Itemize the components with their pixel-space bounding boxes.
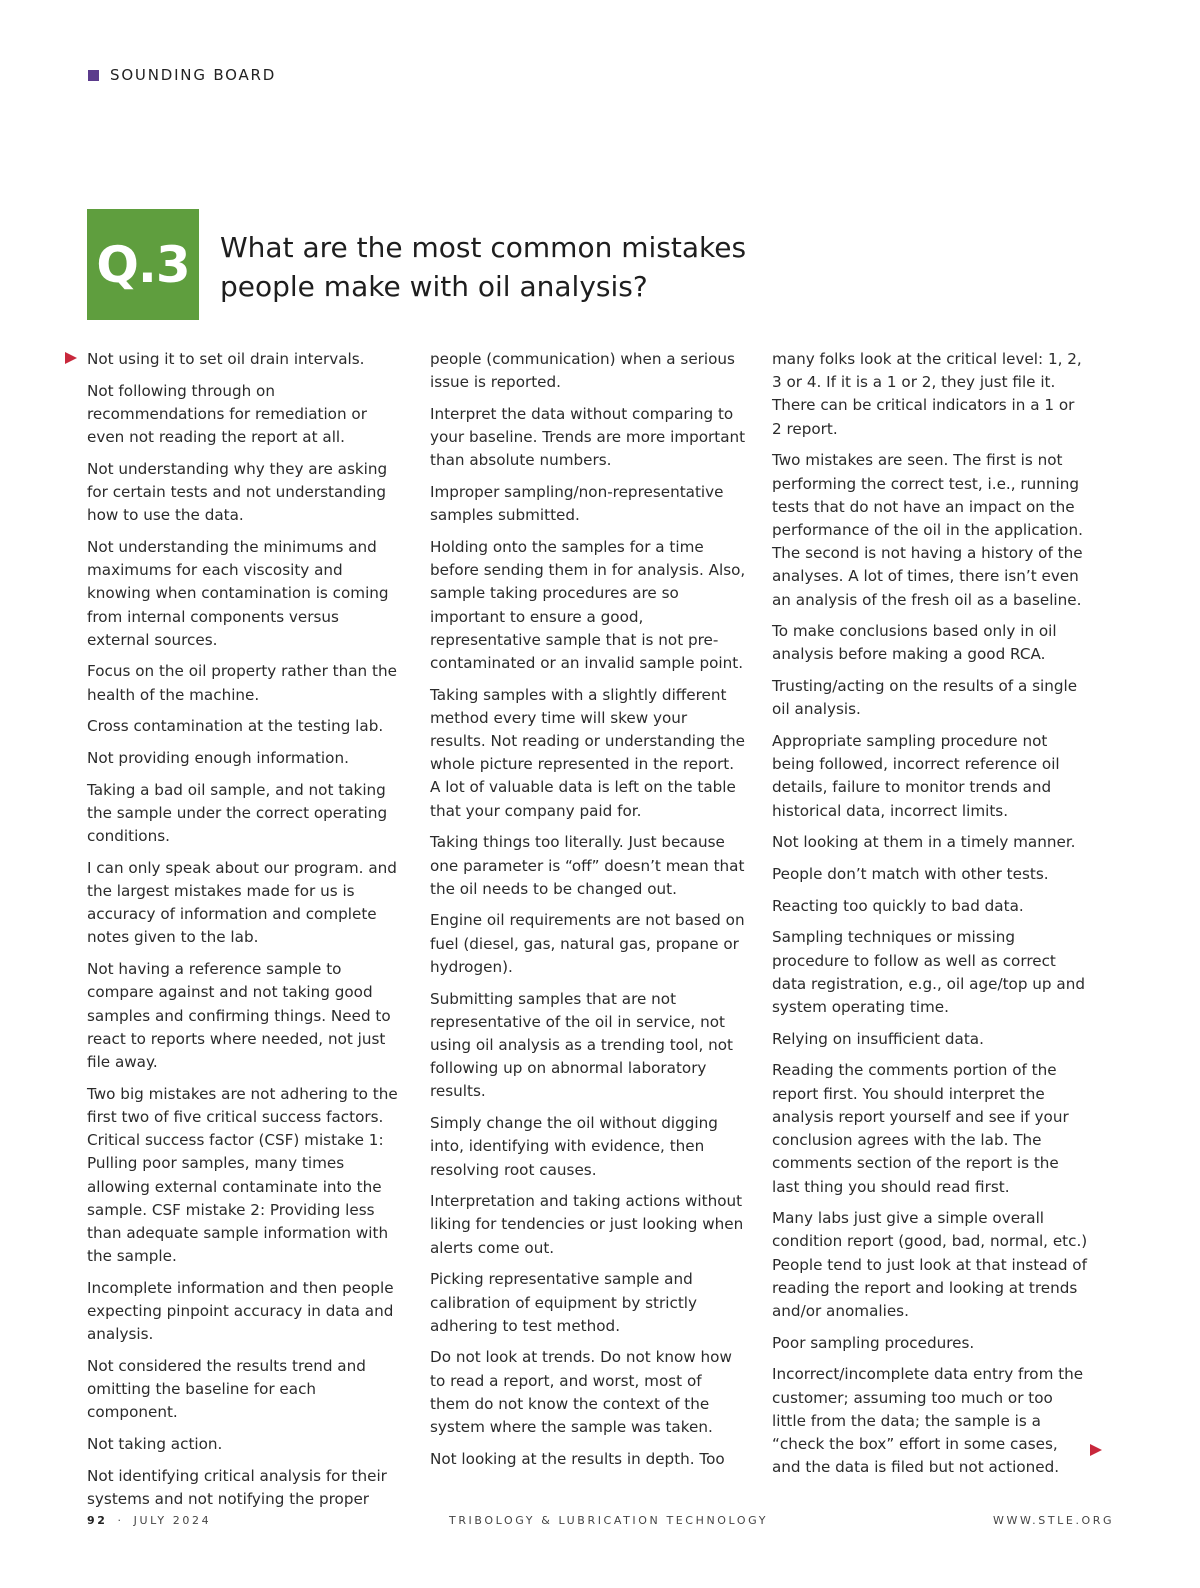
question-heading: What are the most common mistakes people make with oil analysis? [220,231,747,303]
answer-paragraph: people (communication) when a serious issue is reported. [430,350,735,392]
text-column-1 [87,348,403,1520]
answer-paragraph: Not looking at them in a timely manner. [772,833,1076,852]
answer-paragraph: Focus on the oil property rather than the health of the machine. [87,662,397,704]
answer-paragraph: To make conclusions based only in oil analysis before making a good RCA. [772,622,1057,664]
answer-paragraph: many folks look at the critical level: 1, 2, 3 or 4. If it is a 1 or 2, they just file it. There can be critical indicators in a 1 or 2 report. [772,350,1082,438]
answer-paragraph: Simply change the oil without digging into, identifying with evidence, then resolving root causes. [430,1114,718,1179]
text-column-3 [772,348,1088,1488]
answer-paragraph: Interpret the data without comparing to your baseline. Trends are more important than absolute numbers. [430,404,746,470]
answer-paragraph: Engine oil requirements are not based on fuel (diesel, gas, natural gas, propane or hydrogen). [430,911,745,976]
answer-paragraph: Many labs just give a simple overall condition report (good, bad, normal, etc.) People tend to just look at that instead of reading the report and looking at trends and/or anomalies. [772,1209,1088,1321]
answer-paragraph: Two mistakes are seen. The first is not performing the correct test, i.e., running tests that do not have an impact on the performance of the oil in the application. The second is not having a history of the analyses. A lot of times, there isn’t even an analysis of the fresh oil as a baseline. [772,451,1083,609]
answer-paragraph: Relying on insufficient data. [772,1029,984,1048]
footer-page-info [87,1514,211,1527]
answer-paragraph: Not providing enough information. [87,749,349,768]
answer-paragraph: Taking a bad oil sample, and not taking the sample under the correct operating conditions. [87,780,388,846]
page-number: 92 [87,1514,108,1527]
answer-paragraph: Improper sampling/non-representative samples submitted. [430,483,724,525]
issue-date: JULY 2024 [133,1514,212,1527]
start-arrow-icon [65,352,77,364]
answer-paragraph: People don’t match with other tests. [772,865,1049,884]
answer-paragraph: Not following through on recommendations for remediation or even not reading the report at all. [87,381,367,447]
answer-paragraph: Holding onto the samples for a time before sending them in for analysis. Also, sample taking procedures are so important to ensure a good, representative sample that is not pre-contaminated or an invalid sample point. [430,537,746,672]
answer-paragraph: Trusting/acting on the results of a single oil analysis. [772,677,1078,719]
answer-paragraph: Picking representative sample and calibration of equipment by strictly adhering to test method. [430,1270,697,1335]
answer-paragraph: Taking samples with a slightly different method every time will skew your results. Not reading or understanding the whole picture represented in the report. A lot of valuable data is left on the table that your company paid for. [430,685,746,820]
question-number: Q.3 [96,235,190,294]
section-square-icon [88,70,99,81]
continue-arrow-icon [1090,1444,1102,1456]
answer-paragraph: Not using it to set oil drain intervals. [87,350,365,368]
answer-paragraph: I can only speak about our program. and the largest mistakes made for us is accuracy of information and complete notes given to the lab. [87,858,397,947]
answer-paragraph: Taking things too literally. Just because one parameter is “off” doesn’t mean that the oil needs to be changed out. [430,833,745,898]
publication-name: TRIBOLOGY & LUBRICATION TECHNOLOGY [449,1514,769,1527]
answer-paragraph: Poor sampling procedures. [772,1333,975,1352]
footer-separator: · [117,1514,124,1527]
answer-paragraph: Reacting too quickly to bad data. [772,896,1024,915]
answer-paragraph: Reading the comments portion of the report first. You should interpret the analysis report yourself and see if your conclusion agrees with the lab. The comments section of the report is the last thing you should read first. [772,1061,1069,1196]
answer-paragraph: Not having a reference sample to compare against and not taking good samples and confirming things. Need to react to reports where needed, not just file away. [87,960,391,1071]
answer-paragraph: Submitting samples that are not representative of the oil in service, not using oil analysis as a trending tool, not following up on abnormal laboratory results. [430,989,733,1101]
answer-paragraph: Cross contamination at the testing lab. [87,717,384,736]
answer-paragraph: Two big mistakes are not adhering to the first two of five critical success factors. Critical success factor (CSF) mistake 1: Pulling poor samples, many times allowing external contaminate into the sample. CSF mistake 2: Providing less than adequate sample information with the sample. [87,1084,398,1266]
answer-paragraph: Not understanding the minimums and maximums for each viscosity and knowing when contamination is coming from internal components versus external sources. [87,537,389,649]
answer-paragraph: Not understanding why they are asking for certain tests and not understanding how to use the data. [87,459,388,525]
answer-paragraph: Appropriate sampling procedure not being followed, incorrect reference oil details, failure to monitor trends and historical data, incorrect limits. [772,732,1060,820]
section-label [88,66,276,84]
section-title: SOUNDING BOARD [110,66,277,84]
website-link[interactable]: WWW.STLE.ORG [993,1514,1115,1527]
answer-paragraph: Sampling techniques or missing procedure to follow as well as correct data registration, e.g., oil age/top up and system operating time. [772,928,1085,1017]
answer-paragraph: Interpretation and taking actions without liking for tendencies or just looking when alerts come out. [430,1192,744,1257]
text-column-2 [430,348,746,1479]
question-number-box [87,209,199,320]
answer-paragraph: Incomplete information and then people expecting pinpoint accuracy in data and analysis. [87,1278,394,1344]
answer-paragraph: Not looking at the results in depth. Too [430,1449,725,1468]
answer-paragraph: Not considered the results trend and omitting the baseline for each component. [87,1356,366,1422]
answer-paragraph: Incorrect/incomplete data entry from the customer; assuming too much or too little from the data; the sample is a “check the box” effort in some cases, and the data is filed but not actioned. [772,1365,1084,1477]
answer-paragraph: Not identifying critical analysis for their systems and not notifying the proper [87,1466,387,1508]
answer-paragraph: Do not look at trends. Do not know how to read a report, and worst, most of them do not know the context of the system where the sample was taken. [430,1348,732,1437]
answer-paragraph: Not taking action. [87,1435,223,1454]
